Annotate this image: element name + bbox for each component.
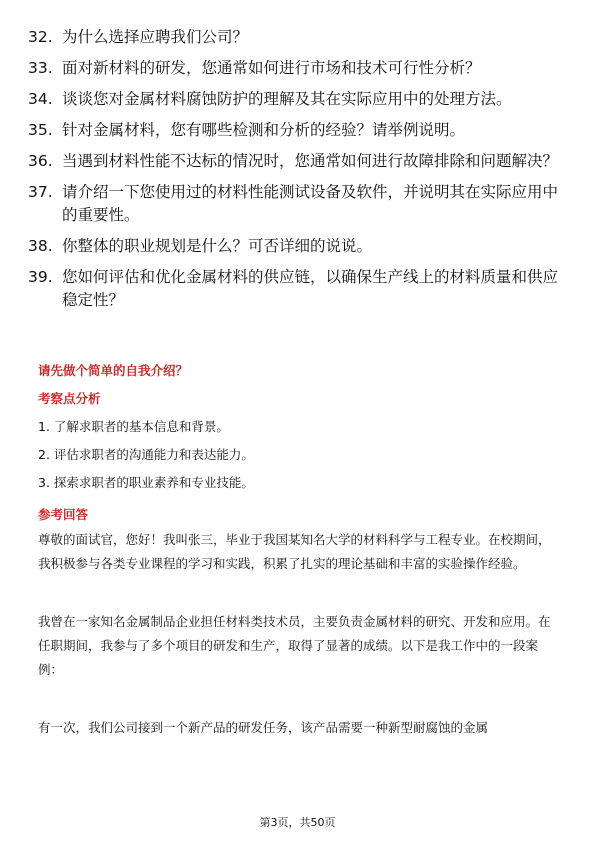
question-number: 36. xyxy=(28,152,53,170)
answer-section xyxy=(38,362,558,740)
question-text: 为什么选择应聘我们公司？ xyxy=(62,28,249,46)
question-text: 谈谈您对金属材料腐蚀防护的理解及其在实际应用中的处理方法。 xyxy=(62,90,512,108)
question-number: 37. xyxy=(28,183,53,201)
page-footer: 第3页，共50页 xyxy=(259,816,336,829)
analysis-heading: 考察点分析 xyxy=(38,391,101,406)
question-item xyxy=(28,266,568,312)
question-text: 您如何评估和优化金属材料的供应链，以确保生产线上的材料质量和供应稳定性？ xyxy=(62,268,559,309)
question-number: 39. xyxy=(28,268,53,286)
analysis-point: 3. 探索求职者的职业素养和专业技能。 xyxy=(38,475,254,490)
question-item xyxy=(28,181,568,227)
question-number: 33. xyxy=(28,59,53,77)
answer-heading: 参考回答 xyxy=(38,507,89,522)
question-item xyxy=(28,235,568,258)
question-list xyxy=(28,26,568,320)
answer-paragraph: 有一次，我们公司接到一个新产品的研发任务，该产品需要一种新型耐腐蚀的金属 xyxy=(38,720,489,735)
question-item xyxy=(28,150,568,173)
answer-paragraph: 我曾在一家知名金属制品企业担任材料类技术员，主要负责金属材料的研究、开发和应用。在任职期间，我参与了多个项目的研发和生产，取得了显著的成绩。以下是我工作中的一段案例： xyxy=(38,614,551,677)
section-question-title: 请先做个简单的自我介绍？ xyxy=(38,363,189,378)
question-item xyxy=(28,119,568,142)
question-item xyxy=(28,88,568,111)
question-number: 34. xyxy=(28,90,53,108)
question-item xyxy=(28,57,568,80)
question-item xyxy=(28,26,568,49)
question-number: 38. xyxy=(28,237,53,255)
analysis-point: 1. 了解求职者的基本信息和背景。 xyxy=(38,419,229,434)
question-number: 32. xyxy=(28,28,53,46)
question-text: 当遇到材料性能不达标的情况时，您通常如何进行故障排除和问题解决？ xyxy=(62,152,559,170)
question-text: 你整体的职业规划是什么？可否详细的说说。 xyxy=(62,237,373,255)
question-number: 35. xyxy=(28,121,53,139)
analysis-point: 2. 评估求职者的沟通能力和表达能力。 xyxy=(38,447,254,462)
question-text: 面对新材料的研发，您通常如何进行市场和技术可行性分析？ xyxy=(62,59,481,77)
answer-paragraph: 尊敬的面试官，您好！我叫张三，毕业于我国某知名大学的材料科学与工程专业。在校期间，我积极参与各类专业课程的学习和实践，积累了扎实的理论基础和丰富的实验操作经验。 xyxy=(38,532,551,571)
question-text: 请介绍一下您使用过的材料性能测试设备及软件，并说明其在实际应用中的重要性。 xyxy=(62,183,559,224)
question-text: 针对金属材料，您有哪些检测和分析的经验？请举例说明。 xyxy=(62,121,466,139)
